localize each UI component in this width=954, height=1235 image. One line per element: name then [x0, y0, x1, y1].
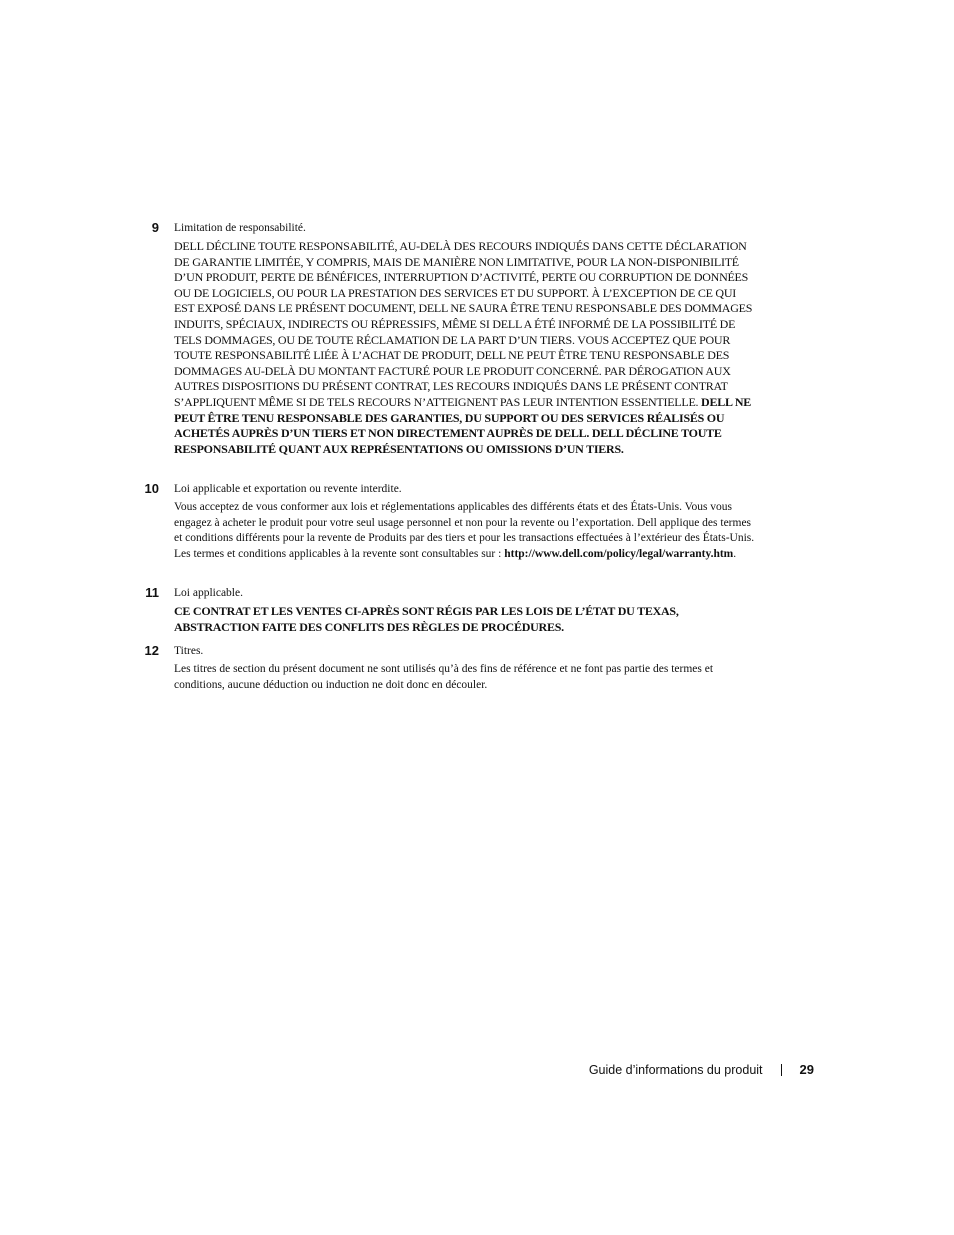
section-number: 10 — [144, 481, 159, 496]
guide-title: Guide d’informations du produit — [588, 1062, 763, 1077]
section-number: 11 — [145, 585, 159, 600]
section-body-text: Vous acceptez de vous conformer aux lois et réglementations applicables des différents états et des États-Unis. Vous vous engagez à acheter le produit pour votre seul usage personnel et non pour la revente ou l’exportation. Dell applique des termes et conditions différents pour la revente de Produits par des tiers et pour les transactions effectuées à l’extérieur des États-Unis. Les termes et conditions applicables à la revente sont consultables sur : — [174, 501, 755, 560]
warranty-link[interactable]: http://www.dell.com/policy/legal/warranty.htm — [504, 547, 734, 560]
section-body — [174, 239, 759, 457]
page-footer — [560, 1062, 814, 1077]
section-title: Loi applicable. — [174, 587, 243, 599]
section-10 — [144, 481, 759, 562]
section-body-bold: CE CONTRAT ET LES VENTES CI-APRÈS SONT RÉGIS PAR LES LOIS DE L’ÉTAT DU TEXAS, ABSTRACTION FAITE DES CONFLITS DES RÈGLES DE PROCÉDURES. — [174, 604, 679, 634]
link-suffix: . — [733, 547, 737, 560]
section-body: Les titres de section du présent document ne sont utilisés qu’à des fins de référence et ne font pas partie des termes et conditions, aucune déduction ou induction ne doit donc en découler. — [174, 663, 714, 691]
section-11 — [145, 585, 759, 635]
section-number: 12 — [144, 643, 159, 658]
page-number: 29 — [799, 1062, 814, 1077]
section-title: Loi applicable et exportation ou revente interdite. — [174, 483, 402, 495]
section-body-bold: DELL NE PEUT ÊTRE TENU RESPONSABLE DES GARANTIES, DU SUPPORT OU DES SERVICES RÉALISÉS OU ACHETÉS AUPRÈS D’UN TIERS ET NON DIRECTEMENT AUPRÈS DE DELL. DELL DÉCLINE TOUTE RESPONSABILITÉ QUANT AUX REPRÉSENTATIONS OU OMISSIONS D’UN TIERS. — [174, 394, 751, 456]
section-12 — [144, 643, 759, 693]
section-body — [174, 500, 759, 562]
footer-divider — [781, 1064, 782, 1076]
section-title: Limitation de responsabilité. — [174, 222, 306, 234]
section-9 — [151, 220, 759, 457]
section-number: 9 — [151, 220, 159, 235]
section-title: Titres. — [174, 645, 204, 657]
section-body-text: DELL DÉCLINE TOUTE RESPONSABILITÉ, AU-DELÀ DES RECOURS INDIQUÉS DANS CETTE DÉCLARATION DE GARANTIE LIMITÉE, Y COMPRIS, MAIS DE MANIÈRE NON LIMITATIVE, POUR LA NON-DISPONIBILITÉ D’UN PRODUIT, PERTE DE BÉNÉFICES, INTERRUPTION D’ACTIVITÉ, PERTE OU CORRUPTION DE DONNÉES OU DE LOGICIELS, OU POUR LA PRESTATION DES SERVICES ET DU SUPPORT. À L’EXCEPTION DE CE QUI EST EXPOSÉ DANS LE PRÉSENT DOCUMENT, DELL NE SAURA ÊTRE TENU RESPONSABLE DES DOMMAGES INDUITS, SPÉCIAUX, INDIRECTS OU RÉPRESSIFS, MÊME SI DELL A ÉTÉ INFORMÉ DE LA POSSIBILITÉ DE TELS DOMMAGES, OU DE TOUTE RÉCLAMATION DE LA PART D’UN TIERS. VOUS ACCEPTEZ QUE POUR TOUTE RESPONSABILITÉ LIÉE À L’ACHAT DE PRODUIT, DELL NE PEUT ÊTRE TENU RESPONSABLE DES DOMMAGES AU-DELÀ DU MONTANT FACTURÉ POUR LE PRODUIT CONCERNÉ. PAR DÉROGATION AUX AUTRES DISPOSITIONS DU PRÉSENT CONTRAT, LES RECOURS INDIQUÉS DANS LE PRÉSENT CONTRAT S’APPLIQUENT MÊME SI DE TELS RECOURS N’ATTEIGNENT PAS LEUR INTENTION ESSENTIELLE. — [174, 239, 753, 409]
